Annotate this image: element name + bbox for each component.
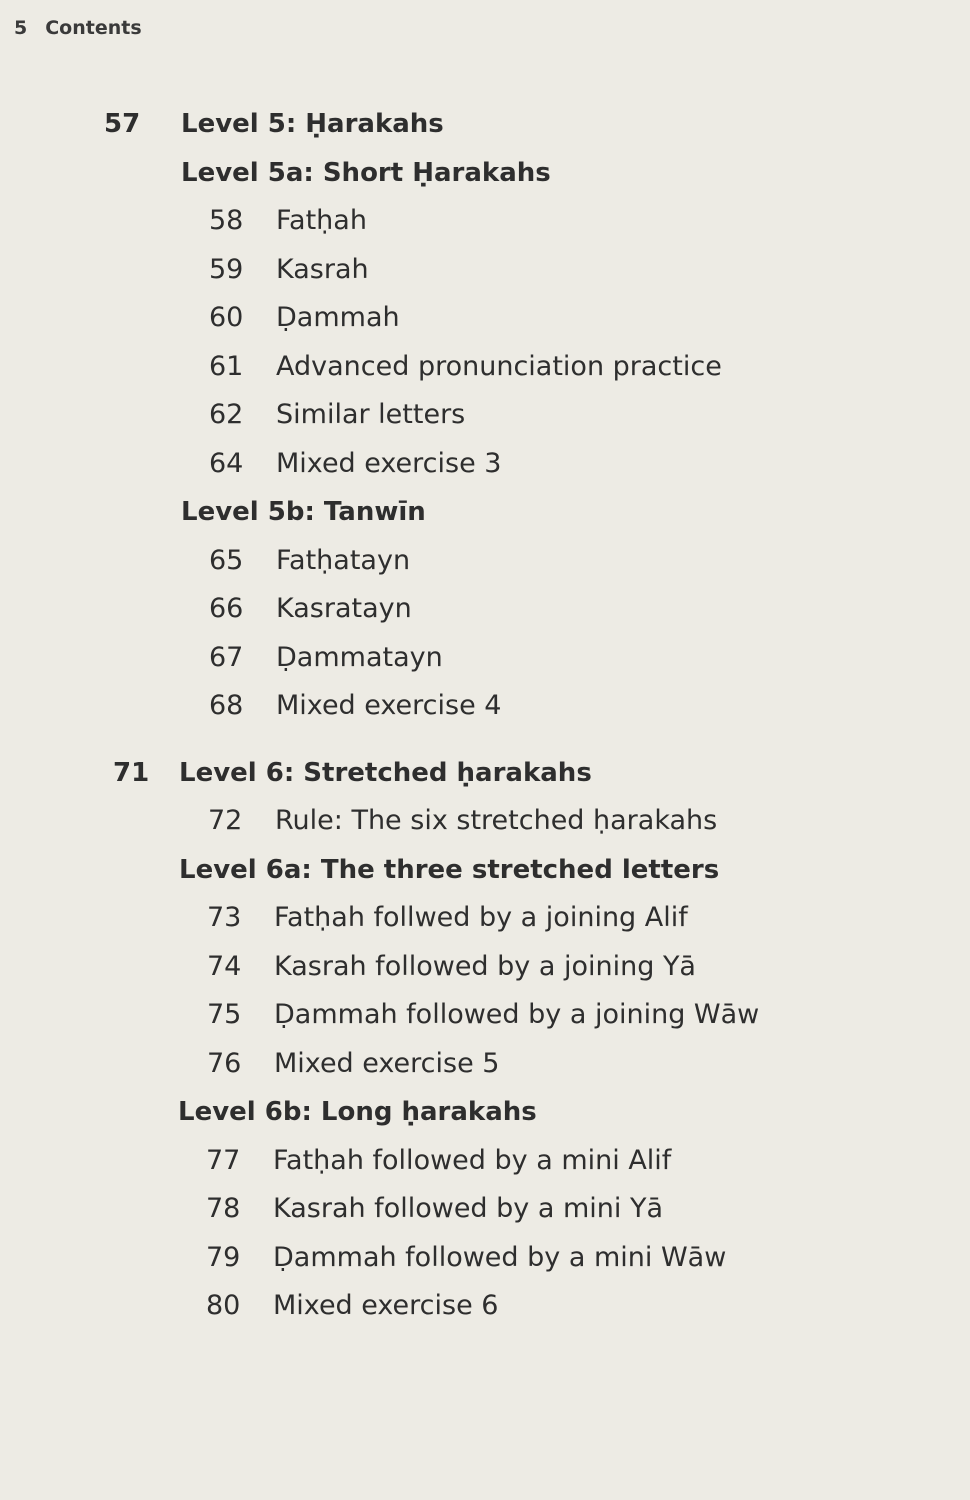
toc-entry [0,294,970,343]
toc-sublevel-title: Level 5a: Short Ḥarakahs [181,157,551,188]
toc-page-number: 73 [207,902,242,933]
toc-page-number: 57 [104,109,141,139]
toc-entry-title: Kasratayn [276,593,412,624]
toc-entry-title: Advanced pronunciation practice [276,350,722,382]
toc-entry [0,1137,970,1186]
toc-entry [0,1282,970,1331]
section-spacer [0,731,970,749]
toc-entry [0,797,970,846]
toc-entry-title: Mixed exercise 4 [276,690,502,721]
toc-sublevel-heading [0,1088,970,1137]
toc-page-number: 76 [207,1047,242,1079]
toc-sublevel-title: Level 6a: The three stretched letters [179,854,720,885]
toc-sublevel-heading [0,488,970,537]
toc-page-number: 80 [206,1290,241,1321]
toc-page-number: 65 [209,544,244,576]
toc-page-number: 79 [206,1241,241,1273]
toc-entry-title: Fatḥah [276,205,367,236]
toc-entry-title: Kasrah [276,253,369,285]
toc-page-number: 74 [207,950,242,982]
toc-entry [0,197,970,246]
toc-page-number: 61 [209,350,244,382]
toc-entry-title: Fatḥatayn [276,544,411,576]
toc-entry-title: Ḍammah followed by a mini Wāw [273,1241,727,1273]
page-number: 5 [14,17,28,39]
toc-entry [0,440,970,489]
toc-entry-title: Mixed exercise 6 [273,1290,499,1321]
toc-entry-title: Mixed exercise 3 [276,447,502,479]
toc-entry [0,991,970,1040]
toc-entry-title: Ḍammah followed by a joining Wāw [274,999,760,1030]
toc-page-number: 72 [208,805,243,836]
toc-page-number: 67 [209,641,244,673]
toc-page-number: 78 [206,1193,241,1224]
toc-page-number: 58 [209,205,244,236]
toc-entry [0,537,970,586]
toc-sublevel-title: Level 5b: Tanwīn [181,497,426,527]
toc-entry-title: Ḍammah [276,302,400,333]
toc-level-title: Level 6: Stretched ḥarakahs [179,757,592,788]
toc-entry [0,682,970,731]
toc-entry [0,894,970,943]
running-head [14,17,142,39]
toc-sublevel-title: Level 6b: Long ḥarakahs [178,1097,537,1127]
toc-page-number: 71 [113,757,150,788]
toc-entry [0,343,970,392]
toc-page-number: 77 [206,1144,241,1176]
toc-entry-title: Fatḥah followed by a mini Alif [273,1144,672,1176]
toc-entry-title: Fatḥah follwed by a joining Alif [274,902,688,933]
toc-entry [0,943,970,992]
toc-page-number: 59 [209,253,244,285]
toc-entry [0,1185,970,1234]
toc-sublevel-heading [0,149,970,198]
toc-level-heading [0,100,970,149]
toc-page-number: 75 [207,999,242,1030]
toc-entry-title: Ḍammatayn [276,641,443,673]
toc-entry-title: Similar letters [276,399,466,430]
toc-sublevel-heading [0,846,970,895]
toc-page-number: 68 [209,690,244,721]
toc-entry-title: Rule: The six stretched ḥarakahs [275,805,718,836]
toc-entry [0,585,970,634]
toc-entry-title: Kasrah followed by a mini Yā [273,1193,664,1224]
table-of-contents [0,100,970,1331]
toc-entry [0,246,970,295]
toc-page-number: 66 [209,593,244,624]
toc-entry-title: Mixed exercise 5 [274,1047,500,1079]
toc-entry [0,1234,970,1283]
toc-entry [0,1040,970,1089]
toc-page-number: 62 [209,399,244,430]
toc-entry-title: Kasrah followed by a joining Yā [274,950,696,982]
toc-level-title: Level 5: Ḥarakahs [181,109,444,139]
running-head-title: Contents [45,17,142,39]
toc-page-number: 64 [209,447,244,479]
toc-level-heading [0,749,970,798]
toc-entry [0,391,970,440]
toc-page-number: 60 [209,302,244,333]
toc-entry [0,634,970,683]
